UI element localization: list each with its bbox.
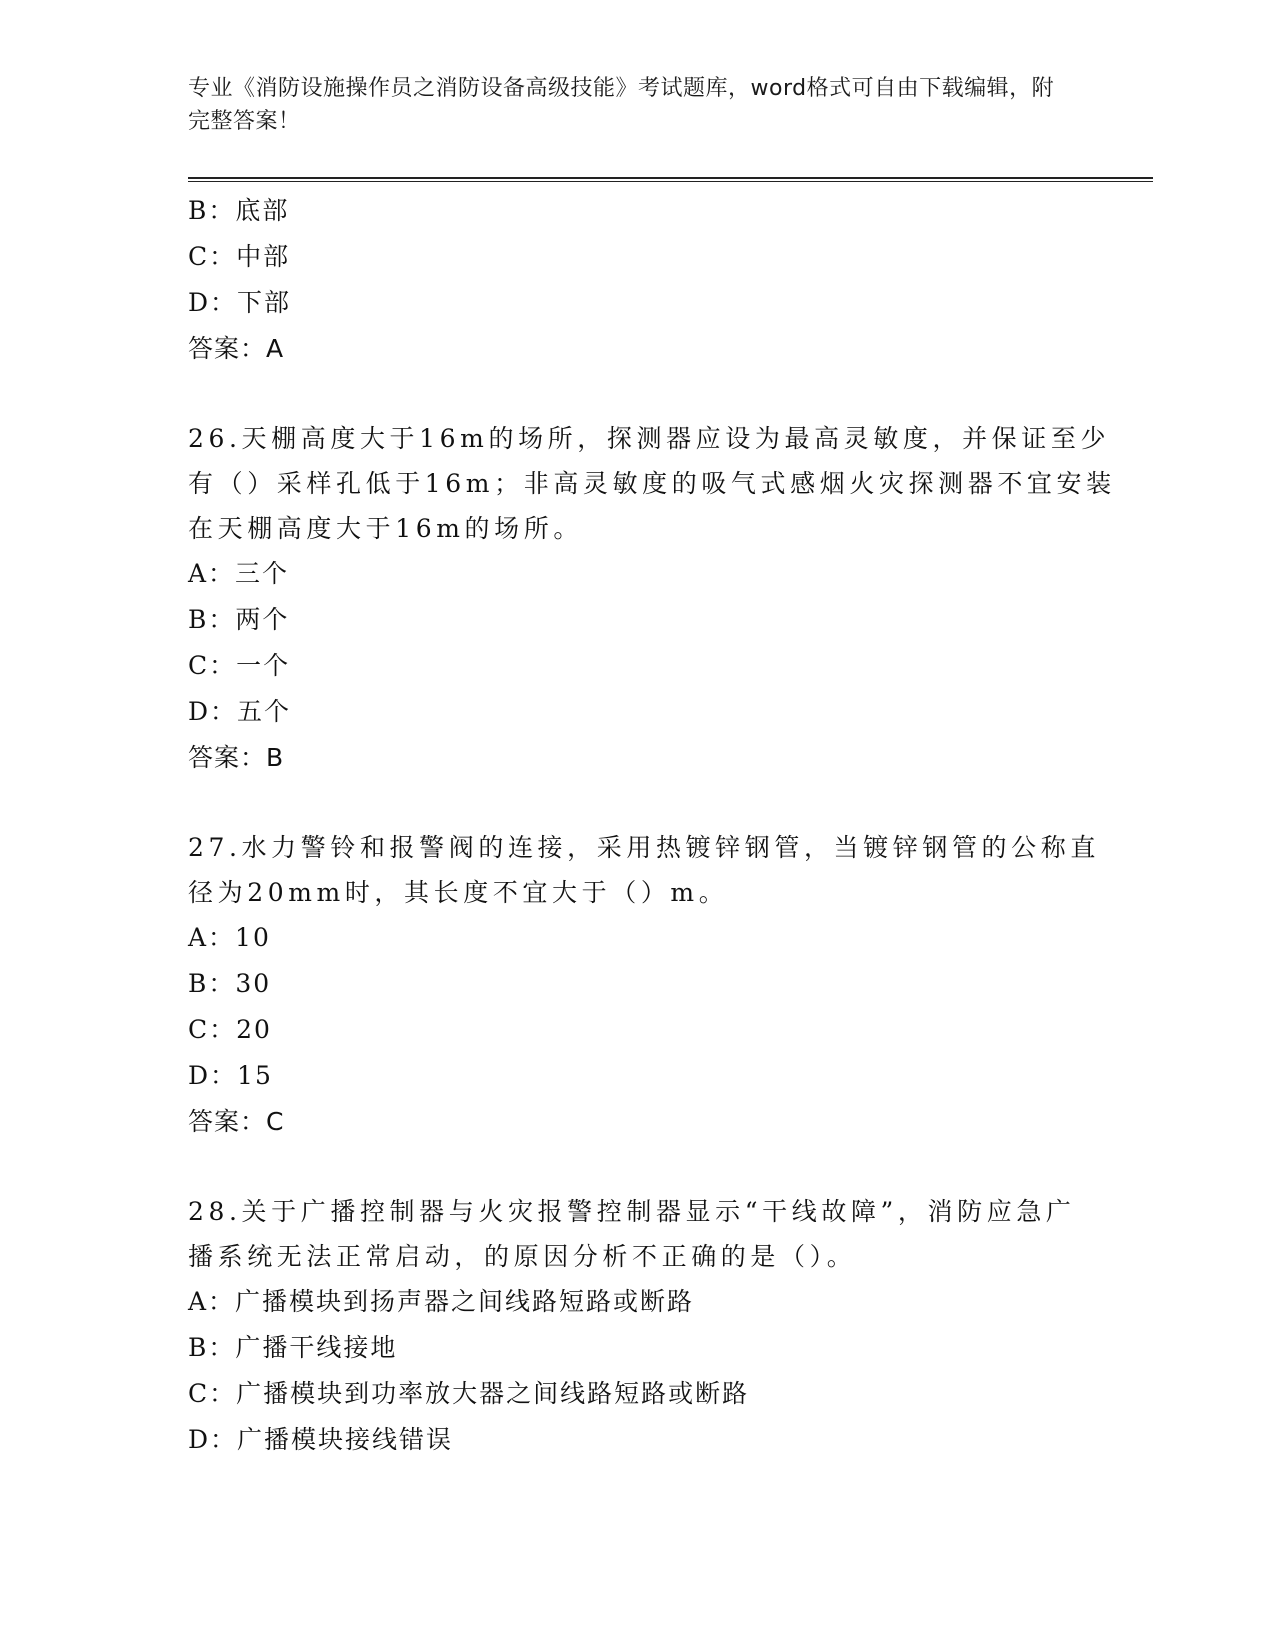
option-c: C：广播模块到功率放大器之间线路短路或断路	[188, 1379, 750, 1408]
option-c: C：20	[188, 1015, 272, 1044]
option-a: A：广播模块到扬声器之间线路短路或断路	[188, 1287, 695, 1316]
question-stem-line: 径为20mm时，其长度不宜大于（）m。	[188, 878, 729, 907]
option-c: C：一个	[188, 651, 291, 680]
option-a: A：10	[188, 923, 271, 952]
option-d: D：下部	[188, 288, 292, 317]
question-25-continued	[188, 188, 1088, 372]
option-b: B：30	[188, 969, 272, 998]
question-28	[188, 1189, 1088, 1463]
question-stem-line: 在天棚高度大于16m的场所。	[188, 514, 583, 543]
option-b: B：两个	[188, 605, 290, 634]
header-text: 专业《消防设施操作员之消防设备高级技能》考试题库，word格式可自由下载编辑，附完整答案！	[188, 76, 1055, 134]
option-a: A：三个	[188, 559, 290, 588]
question-stem-line: 27.水力警铃和报警阀的连接，采用热镀锌钢管，当镀锌钢管的公称直	[188, 833, 1100, 862]
option-d: D：广播模块接线错误	[188, 1425, 454, 1454]
question-stem-line: 26.天棚高度大于16m的场所，探测器应设为最高灵敏度，并保证至少	[188, 424, 1111, 453]
answer-line: 答案：C	[188, 1107, 285, 1136]
answer-line: 答案：A	[188, 334, 285, 363]
option-b: B：底部	[188, 196, 290, 225]
question-list	[188, 188, 1116, 1463]
spacer	[188, 372, 1088, 416]
spacer	[188, 1145, 1088, 1189]
option-c: C：中部	[188, 242, 291, 271]
question-stem-line: 播系统无法正常启动，的原因分析不正确的是（）。	[188, 1242, 857, 1271]
question-stem-line: 28.关于广播控制器与火灾报警控制器显示“干线故障”，消防应急广	[188, 1197, 1076, 1226]
spacer	[188, 781, 1088, 825]
document-header	[188, 72, 1068, 138]
header-divider	[188, 177, 1153, 182]
question-stem-line: 有（）采样孔低于16m；非高灵敏度的吸气式感烟火灾探测器不宜安装	[188, 469, 1116, 498]
option-d: D：五个	[188, 697, 292, 726]
question-27	[188, 825, 1100, 1145]
option-d: D：15	[188, 1061, 273, 1090]
answer-line: 答案：B	[188, 743, 285, 772]
option-b: B：广播干线接地	[188, 1333, 398, 1362]
question-26	[188, 416, 1116, 781]
